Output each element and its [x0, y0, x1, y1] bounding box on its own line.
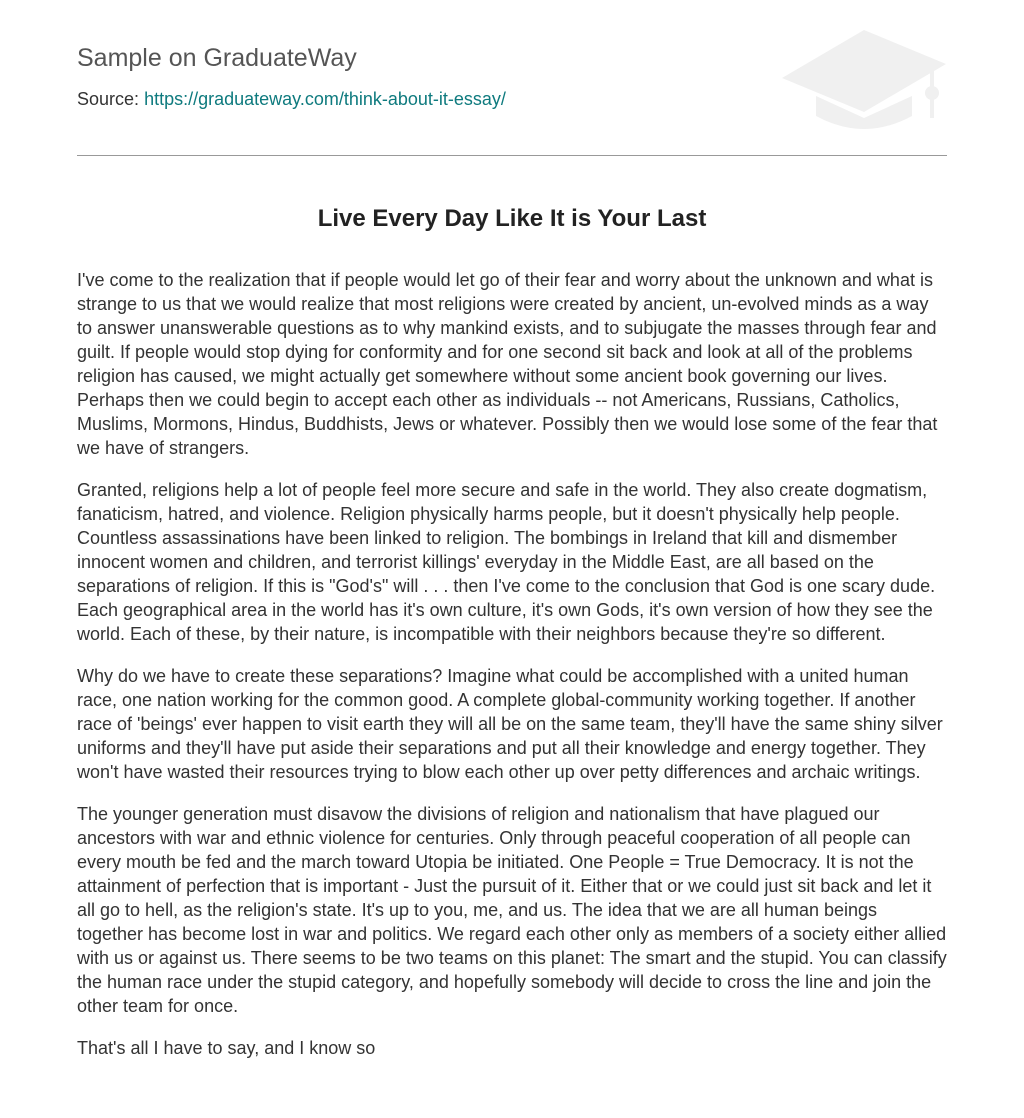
- page-header: [77, 42, 947, 156]
- source-line: [77, 89, 506, 110]
- article-body: [77, 268, 947, 1078]
- article-paragraph: I've come to the realization that if people would let go of their fear and worry about the unknown and what is strange to us that we would realize that most religions were created by ancient, un-evolved minds as a way to answer unanswerable questions as to why mankind exists, and to subjugate the masses through fear and guilt. If people would stop dying for conformity and for one second sit back and look at all of the problems religion has caused, we might actually get somewhere without some ancient book governing our lives. Perhaps then we could begin to accept each other as individuals -- not Americans, Russians, Catholics, Muslims, Mormons, Hindus, Buddhists, Jews or whatever. Possibly then we would lose some of the fear that we have of strangers.: [77, 270, 938, 458]
- graduation-cap-icon: [780, 30, 948, 134]
- source-label: Source:: [77, 89, 140, 109]
- article-paragraph: That's all I have to say, and I know so: [77, 1038, 376, 1058]
- header-divider: [77, 155, 947, 156]
- article-paragraph: Granted, religions help a lot of people feel more secure and safe in the world. They also create dogmatism, fanaticism, hatred, and violence. Religion physically harms people, but it doesn't physically help people. Countless assassinations have been linked to religion. The bombings in Ireland that kill and dismember innocent women and children, and terrorist killings' everyday in the Middle East, are all based on the separations of religion. If this is "God's" will . . . then I've come to the conclusion that God is one scary dude. Each geographical area in the world has it's own culture, it's own Gods, it's own version of how they see the world. Each of these, by their nature, is incompatible with their neighbors because they're so different.: [77, 480, 936, 644]
- site-title: Sample on GraduateWay: [77, 44, 357, 72]
- article-title: Live Every Day Like It is Your Last: [317, 205, 707, 232]
- source-link[interactable]: https://graduateway.com/think-about-it-essay/: [144, 89, 506, 109]
- article-paragraph: Why do we have to create these separations? Imagine what could be accomplished with a united human race, one nation working for the common good. A complete global-community working together. If another race of 'beings' ever happen to visit earth they will all be on the same team, they'll have the same shiny silver uniforms and they'll have put aside their separations and put all their knowledge and energy together. They won't have wasted their resources trying to blow each other up over petty differences and archaic writings.: [77, 666, 943, 782]
- article-paragraph: The younger generation must disavow the divisions of religion and nationalism that have plagued our ancestors with war and ethnic violence for centuries. Only through peaceful cooperation of all people can every mouth be fed and the march toward Utopia be initiated. One People = True Democracy. It is not the attainment of perfection that is important - Just the pursuit of it. Either that or we could just sit back and let it all go to hell, as the religion's state. It's up to you, me, and us. The idea that we are all human beings together has become lost in war and politics. We regard each other only as members of a society either allied with us or against us. There seems to be two teams on this planet: The smart and the stupid. You can classify the human race under the stupid category, and hopefully somebody will decide to cross the line and join the other team for once.: [77, 804, 947, 1016]
